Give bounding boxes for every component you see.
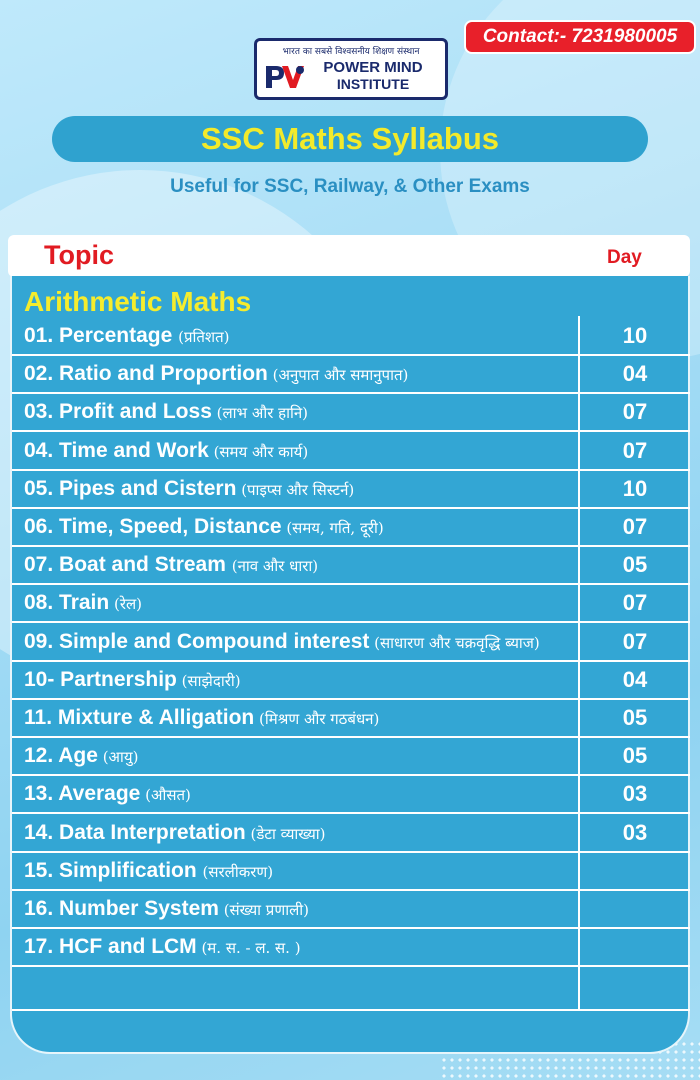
topic-english: 03. Profit and Loss xyxy=(24,400,212,424)
contact-badge[interactable]: Contact:- 7231980005 xyxy=(466,22,694,52)
topic-name xyxy=(24,477,354,501)
topic-hindi: (डेटा व्याख्या) xyxy=(245,824,326,843)
logo-line2: INSTITUTE xyxy=(336,76,410,92)
topic-name xyxy=(24,630,540,654)
topic-days: 07 xyxy=(622,399,648,425)
table-row xyxy=(12,738,690,776)
topic-hindi: (साझेदारी) xyxy=(176,671,241,690)
topic-name xyxy=(24,897,309,921)
topic-days: 10 xyxy=(622,323,648,348)
topic-days: 04 xyxy=(622,361,648,387)
page-title: SSC Maths Syllabus xyxy=(52,116,648,162)
table-row xyxy=(12,547,690,585)
table-row xyxy=(12,662,690,700)
topic-days: 03 xyxy=(622,781,648,807)
topic-hindi: (औसत) xyxy=(140,786,191,805)
topic-hindi: (समय और कार्य) xyxy=(208,442,309,461)
table-row xyxy=(12,700,690,738)
table-row xyxy=(12,509,690,547)
topic-english: 05. Pipes and Cistern xyxy=(24,476,237,500)
topic-hindi: (प्रतिशत) xyxy=(178,328,230,346)
table-row xyxy=(12,585,690,623)
table-row xyxy=(12,929,690,967)
topic-english: 06. Time, Speed, Distance xyxy=(24,515,282,538)
topic-hindi: (मिश्रण और गठबंधन) xyxy=(254,710,380,728)
topic-name xyxy=(24,439,308,463)
syllabus-panel xyxy=(10,276,690,1054)
table-row xyxy=(12,776,690,814)
topic-name xyxy=(24,706,379,730)
table-row xyxy=(12,853,690,891)
table-row xyxy=(12,891,690,929)
topic-english: 02. Ratio and Proportion xyxy=(24,362,268,386)
topic-name xyxy=(24,553,318,577)
topic-name xyxy=(24,362,408,386)
topic-hindi: (सरलीकरण) xyxy=(202,862,274,881)
topic-name xyxy=(24,668,241,692)
table-row xyxy=(12,394,690,432)
topic-days: 07 xyxy=(622,590,648,616)
topic-hindi: (संख्या प्रणाली) xyxy=(218,901,309,919)
table-header xyxy=(8,235,690,277)
topic-english: 07. Boat and Stream xyxy=(24,553,232,577)
topic-days: 07 xyxy=(622,628,648,654)
topic-days: 10 xyxy=(622,475,648,501)
topic-name xyxy=(24,744,138,768)
topic-hindi: (साधारण और चक्रवृद्धि ब्याज) xyxy=(369,633,540,652)
topic-name xyxy=(24,821,326,845)
topic-name xyxy=(24,515,384,539)
topic-hindi: (नाव और धारा) xyxy=(231,557,319,576)
row-divider xyxy=(12,1009,690,1011)
logo-name xyxy=(307,60,439,92)
topic-name xyxy=(24,935,301,959)
topic-name xyxy=(24,859,273,883)
logo-mark-icon xyxy=(263,61,307,91)
topic-english: 16. Number System xyxy=(24,897,219,920)
topic-hindi: (रेल) xyxy=(109,595,142,614)
topic-english: 10- Partnership xyxy=(24,667,177,691)
topic-english: 17. HCF and LCM xyxy=(24,935,197,959)
table-row xyxy=(12,318,690,356)
table-row xyxy=(12,624,690,662)
logo-tagline: भारत का सबसे विश्वसनीय शिक्षण संस्थान xyxy=(282,47,420,57)
topic-english: 15. Simplification xyxy=(24,858,203,882)
topic-days: 07 xyxy=(622,514,648,539)
header-topic: Topic xyxy=(44,240,114,270)
topic-english: 14. Data Interpretation xyxy=(24,820,246,844)
topic-hindi: (पाइप्स और सिस्टर्न) xyxy=(236,480,355,499)
topic-english: 01. Percentage xyxy=(24,324,179,347)
topic-days: 05 xyxy=(622,743,648,769)
topic-hindi: (समय, गति, दूरी) xyxy=(281,519,384,537)
topic-hindi: (अनुपात और समानुपात) xyxy=(267,366,409,385)
topic-name xyxy=(24,400,308,424)
topic-hindi: (आयु) xyxy=(97,748,139,767)
topic-days: 07 xyxy=(622,437,648,463)
topic-english: 04. Time and Work xyxy=(24,438,209,462)
topic-name xyxy=(24,782,191,806)
topic-hindi: (म. स. - ल. स. ) xyxy=(196,939,301,958)
topic-hindi: (लाभ और हानि) xyxy=(211,404,309,423)
logo xyxy=(254,38,448,100)
page-subtitle: Useful for SSC, Railway, & Other Exams xyxy=(170,176,530,197)
topic-name xyxy=(24,324,230,348)
topic-days: 03 xyxy=(622,819,648,845)
table-row xyxy=(12,815,690,853)
table-row xyxy=(12,433,690,471)
logo-line1: POWER MIND xyxy=(323,59,423,76)
table-row xyxy=(12,356,690,394)
section-title: Arithmetic Maths xyxy=(24,286,252,317)
topic-days: 05 xyxy=(622,552,648,578)
header-day: Day xyxy=(607,247,642,268)
topic-days: 04 xyxy=(622,666,648,692)
topic-english: 13. Average xyxy=(24,782,141,806)
topic-english: 09. Simple and Compound interest xyxy=(24,629,370,653)
topic-name xyxy=(24,591,142,615)
topic-days: 05 xyxy=(622,705,648,730)
topic-english: 08. Train xyxy=(24,591,110,615)
table-row xyxy=(12,471,690,509)
table-row xyxy=(12,967,690,1011)
topic-english: 12. Age xyxy=(24,744,98,768)
topic-english: 11. Mixture & Alligation xyxy=(24,706,255,729)
